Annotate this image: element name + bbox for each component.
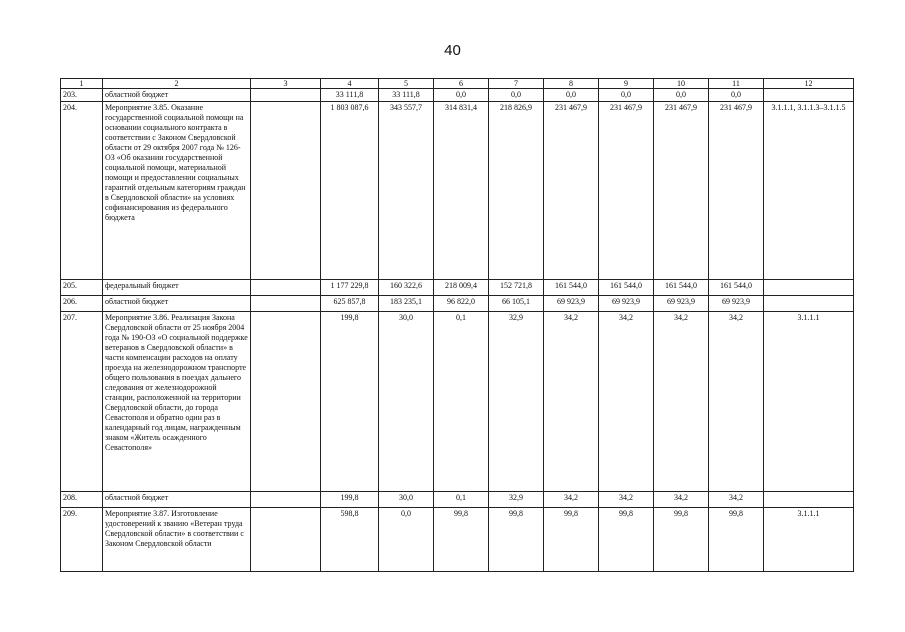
value-cell: 161 544,0 bbox=[544, 280, 599, 296]
target-indicators: 3.1.1.1, 3.1.1.3–3.1.1.5 bbox=[764, 102, 854, 280]
value-cell: 0,0 bbox=[544, 89, 599, 102]
value-cell: 34,2 bbox=[654, 492, 709, 508]
value-cell: 160 322,6 bbox=[379, 280, 434, 296]
value-cell: 33 111,8 bbox=[321, 89, 379, 102]
target-indicators bbox=[764, 89, 854, 102]
column-number-header: 12 bbox=[764, 79, 854, 89]
value-cell: 598,8 bbox=[321, 508, 379, 572]
value-cell: 99,8 bbox=[654, 508, 709, 572]
value-cell: 0,1 bbox=[434, 312, 489, 492]
value-cell: 218 826,9 bbox=[489, 102, 544, 280]
value-cell: 69 923,9 bbox=[599, 296, 654, 312]
column-number-header: 1 bbox=[61, 79, 103, 89]
value-cell: 99,8 bbox=[709, 508, 764, 572]
table-row bbox=[61, 492, 854, 508]
row-number: 203. bbox=[61, 89, 103, 102]
value-cell: 0,0 bbox=[379, 508, 434, 572]
row-name: областной бюджет bbox=[103, 89, 251, 102]
row-number: 204. bbox=[61, 102, 103, 280]
table-row bbox=[61, 312, 854, 492]
value-cell: 0,0 bbox=[599, 89, 654, 102]
value-cell: 32,9 bbox=[489, 312, 544, 492]
row-name: Мероприятие 3.85. Оказание государственной социальной помощи на основании социального контракта в соответствии с Законом Свердловской области от 29 октября 2007 года № 126-ОЗ «Об оказании государственной социальной помощи, материальной помощи и предоставлении социальных гарантий отдельным категориям граждан в Свердловской области» на условиях софинансирования из федерального бюджета bbox=[103, 102, 251, 280]
value-cell: 152 721,8 bbox=[489, 280, 544, 296]
table-row bbox=[61, 102, 854, 280]
value-cell: 0,1 bbox=[434, 492, 489, 508]
row-column-3 bbox=[251, 492, 321, 508]
column-number-header: 5 bbox=[379, 79, 434, 89]
value-cell: 69 923,9 bbox=[544, 296, 599, 312]
row-name: областной бюджет bbox=[103, 296, 251, 312]
value-cell: 1 803 087,6 bbox=[321, 102, 379, 280]
value-cell: 99,8 bbox=[544, 508, 599, 572]
value-cell: 161 544,0 bbox=[709, 280, 764, 296]
value-cell: 34,2 bbox=[599, 312, 654, 492]
value-cell: 99,8 bbox=[489, 508, 544, 572]
row-column-3 bbox=[251, 296, 321, 312]
value-cell: 314 831,4 bbox=[434, 102, 489, 280]
value-cell: 0,0 bbox=[709, 89, 764, 102]
value-cell: 66 105,1 bbox=[489, 296, 544, 312]
value-cell: 34,2 bbox=[544, 492, 599, 508]
table-row bbox=[61, 280, 854, 296]
value-cell: 34,2 bbox=[709, 312, 764, 492]
row-column-3 bbox=[251, 102, 321, 280]
row-name: Мероприятие 3.86. Реализация Закона Свердловской области от 25 ноября 2004 года № 190-ОЗ «О социальной поддержке ветеранов в Свердловской области» в части компенсации расходов на оплату проезда на железнодорожном транспорте общего пользования в поездах дальнего следования от железнодорожной станции, расположенной на территории Свердловской области, до города Севастополя и обратно один раз в календарный год лицам, награжденным знаком «Житель осажденного Севастополя» bbox=[103, 312, 251, 492]
value-cell: 183 235,1 bbox=[379, 296, 434, 312]
value-cell: 96 822,0 bbox=[434, 296, 489, 312]
target-indicators bbox=[764, 296, 854, 312]
column-number-header: 2 bbox=[103, 79, 251, 89]
target-indicators: 3.1.1.1 bbox=[764, 508, 854, 572]
value-cell: 0,0 bbox=[489, 89, 544, 102]
value-cell: 33 111,8 bbox=[379, 89, 434, 102]
page-number: 40 bbox=[444, 42, 461, 59]
row-name: областной бюджет bbox=[103, 492, 251, 508]
column-number-header: 10 bbox=[654, 79, 709, 89]
column-number-header: 3 bbox=[251, 79, 321, 89]
table-row bbox=[61, 89, 854, 102]
target-indicators bbox=[764, 492, 854, 508]
column-number-header: 4 bbox=[321, 79, 379, 89]
value-cell: 34,2 bbox=[599, 492, 654, 508]
value-cell: 231 467,9 bbox=[599, 102, 654, 280]
table-row bbox=[61, 296, 854, 312]
value-cell: 32,9 bbox=[489, 492, 544, 508]
row-name: федеральный бюджет bbox=[103, 280, 251, 296]
value-cell: 625 857,8 bbox=[321, 296, 379, 312]
column-number-header: 8 bbox=[544, 79, 599, 89]
value-cell: 30,0 bbox=[379, 312, 434, 492]
value-cell: 161 544,0 bbox=[599, 280, 654, 296]
value-cell: 0,0 bbox=[654, 89, 709, 102]
column-number-header: 9 bbox=[599, 79, 654, 89]
column-number-header: 6 bbox=[434, 79, 489, 89]
value-cell: 199,8 bbox=[321, 492, 379, 508]
row-number: 205. bbox=[61, 280, 103, 296]
value-cell: 0,0 bbox=[434, 89, 489, 102]
value-cell: 34,2 bbox=[544, 312, 599, 492]
row-number: 208. bbox=[61, 492, 103, 508]
row-number: 206. bbox=[61, 296, 103, 312]
row-column-3 bbox=[251, 280, 321, 296]
value-cell: 34,2 bbox=[709, 492, 764, 508]
value-cell: 30,0 bbox=[379, 492, 434, 508]
row-name: Мероприятие 3.87. Изготовление удостоверений к званию «Ветеран труда Свердловской области» в соответствии с Законом Свердловской области bbox=[103, 508, 251, 572]
value-cell: 199,8 bbox=[321, 312, 379, 492]
column-number-row bbox=[61, 79, 854, 89]
value-cell: 1 177 229,8 bbox=[321, 280, 379, 296]
column-number-header: 7 bbox=[489, 79, 544, 89]
value-cell: 231 467,9 bbox=[544, 102, 599, 280]
value-cell: 231 467,9 bbox=[709, 102, 764, 280]
value-cell: 161 544,0 bbox=[654, 280, 709, 296]
table-body bbox=[61, 79, 854, 572]
value-cell: 69 923,9 bbox=[709, 296, 764, 312]
row-column-3 bbox=[251, 312, 321, 492]
value-cell: 34,2 bbox=[654, 312, 709, 492]
value-cell: 343 557,7 bbox=[379, 102, 434, 280]
target-indicators bbox=[764, 280, 854, 296]
value-cell: 99,8 bbox=[434, 508, 489, 572]
value-cell: 218 009,4 bbox=[434, 280, 489, 296]
column-number-header: 11 bbox=[709, 79, 764, 89]
row-column-3 bbox=[251, 508, 321, 572]
value-cell: 99,8 bbox=[599, 508, 654, 572]
row-number: 209. bbox=[61, 508, 103, 572]
row-column-3 bbox=[251, 89, 321, 102]
value-cell: 231 467,9 bbox=[654, 102, 709, 280]
target-indicators: 3.1.1.1 bbox=[764, 312, 854, 492]
value-cell: 69 923,9 bbox=[654, 296, 709, 312]
table-row bbox=[61, 508, 854, 572]
row-number: 207. bbox=[61, 312, 103, 492]
budget-table bbox=[60, 78, 854, 572]
